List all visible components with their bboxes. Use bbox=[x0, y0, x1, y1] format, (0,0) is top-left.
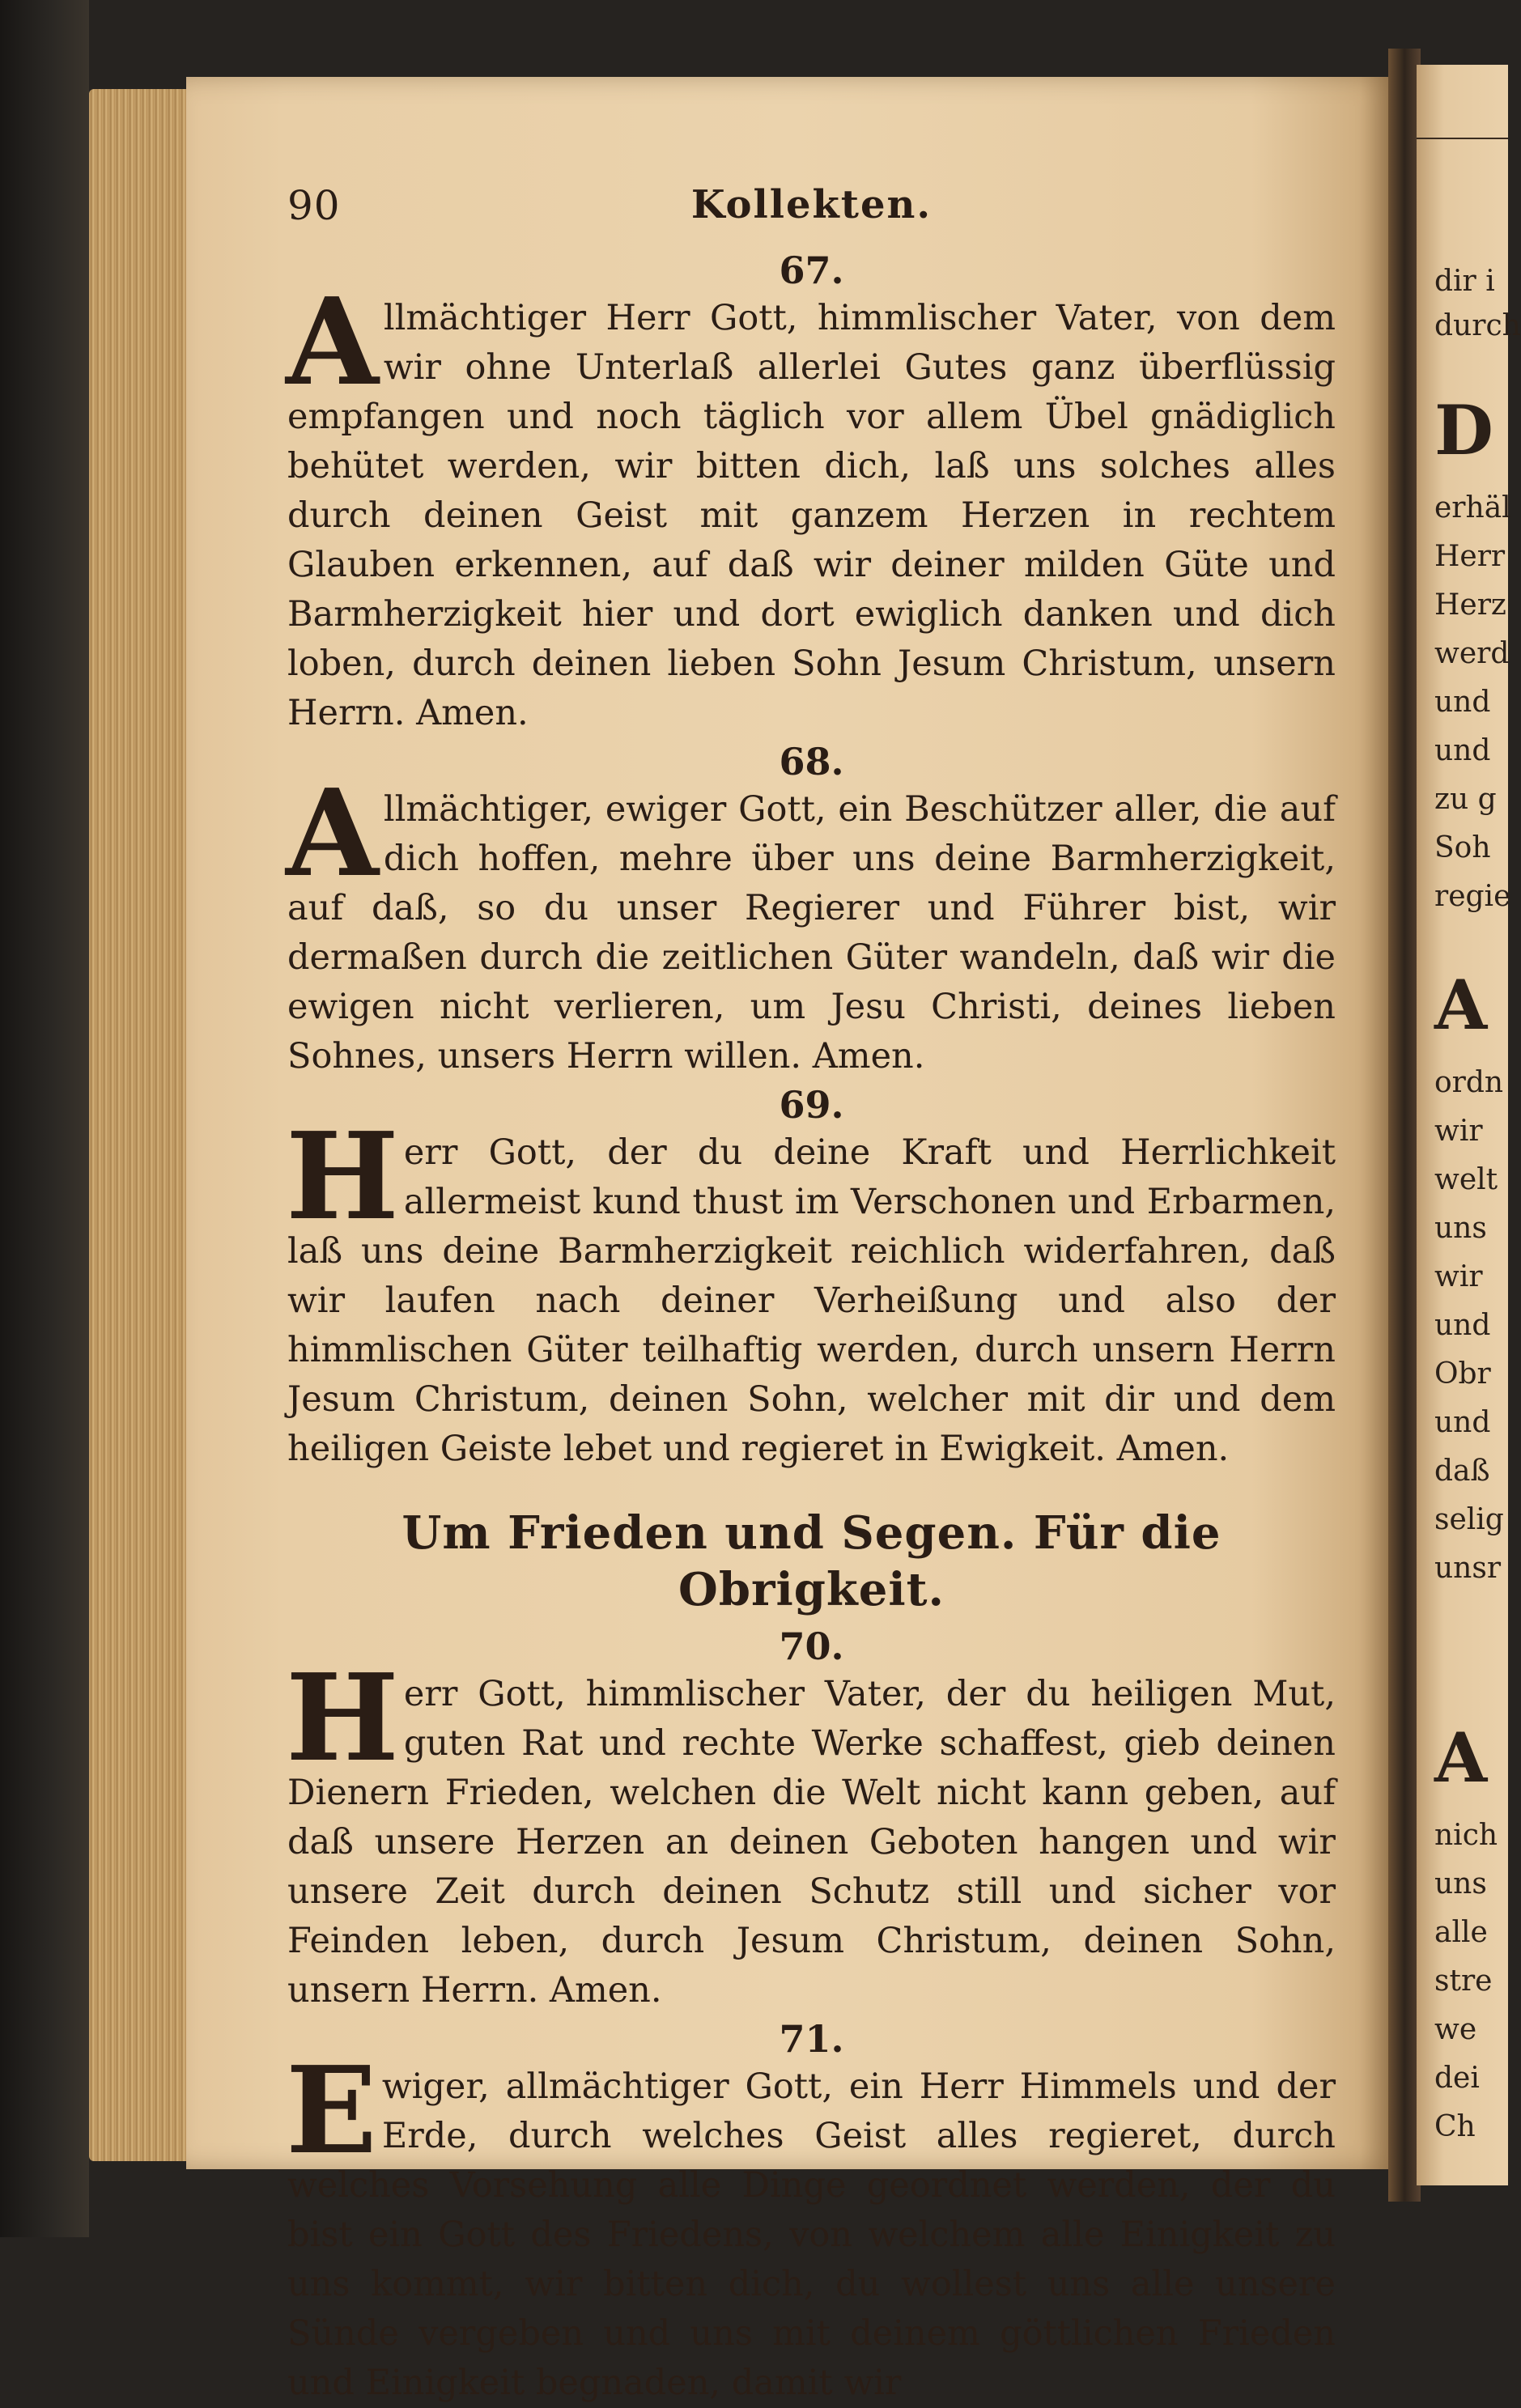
running-title: Kollekten. bbox=[690, 182, 933, 227]
fragment-line: we bbox=[1434, 2013, 1477, 2046]
drop-cap-initial: A bbox=[286, 271, 379, 412]
prayer-number: 71. bbox=[779, 2017, 844, 2061]
prayer-number: 69. bbox=[779, 1083, 844, 1127]
prayer-71 bbox=[287, 2015, 1336, 2408]
prayer-number: 68. bbox=[779, 740, 844, 784]
page-content bbox=[287, 182, 1336, 2408]
prayer-70 bbox=[287, 1623, 1336, 2015]
prayer-text bbox=[286, 1106, 1336, 1474]
prayer-text bbox=[286, 271, 1336, 738]
fragment-line: zu g bbox=[1434, 783, 1497, 816]
page-number: 90 bbox=[287, 182, 341, 229]
fragment-line: ordn bbox=[1434, 1066, 1504, 1099]
section-heading: Um Frieden und Segen. Für die Obrigkeit. bbox=[401, 1506, 1221, 1616]
fragment-line: und bbox=[1434, 1406, 1491, 1439]
fragment-line: Ch bbox=[1434, 2110, 1476, 2143]
fragment-initial: A bbox=[1434, 1718, 1488, 1798]
drop-cap-initial: A bbox=[286, 762, 379, 903]
right-page-fragment bbox=[1417, 65, 1521, 2185]
fragment-line: alle bbox=[1434, 1916, 1488, 1949]
drop-cap-initial: H bbox=[286, 1647, 399, 1788]
fragment-initial: D bbox=[1434, 390, 1493, 470]
prayer-body: llmächtiger, ewiger Gott, ein Beschützer aller, die auf dich hoffen, mehre über uns deine Barmherzigkeit, auf daß, so du unser Regierer und Führer bist, wir dermaßen durch die zeitlichen Güter wandeln, daß wir die ewigen nicht verlieren, um Jesu Christi, deines lieben Sohnes, unsers Herrn willen. Amen. bbox=[287, 789, 1336, 1077]
book-gutter bbox=[1388, 49, 1421, 2202]
fragment-line: nich bbox=[1434, 1819, 1498, 1852]
page-edges bbox=[89, 89, 186, 2161]
prayer-text bbox=[286, 1647, 1336, 2015]
fragment-line: uns bbox=[1434, 1212, 1487, 1245]
right-page-rule bbox=[1417, 138, 1508, 139]
fragment-line: stre bbox=[1434, 1964, 1493, 1998]
fragment-line: Herz bbox=[1434, 588, 1506, 622]
fragment-line: regie bbox=[1434, 880, 1511, 913]
fragment-line: wir bbox=[1434, 1260, 1483, 1293]
fragment-line: uns bbox=[1434, 1867, 1487, 1900]
fragment-line: und bbox=[1434, 1309, 1491, 1342]
prayer-body: err Gott, himmlischer Vater, der du heiligen Mut, guten Rat und rechte Werke schaffest, gieb deinen Dienern Frieden, welchen die Welt nicht kann geben, auf daß unsere Herzen an deinen Geboten hangen und wir unsere Zeit durch deinen Schutz still und sicher vor Feinden leben, durch Jesum Christum, deinen Sohn, unsern Herrn. Amen. bbox=[287, 1674, 1336, 2011]
prayer-67 bbox=[287, 247, 1336, 738]
fragment-line: und bbox=[1434, 686, 1491, 719]
prayer-body: err Gott, der du deine Kraft und Herrlichkeit allermeist kund thust im Verschonen und Erbarmen, laß uns deine Barmherzigkeit reichlich widerfahren, daß wir laufen nach deiner Verheißung und also der himmlischen Güter teilhaftig werden, durch unsern Herrn Jesum Christum, deinen Sohn, welcher mit dir und dem heiligen Geiste lebet und regieret in Ewigkeit. Amen. bbox=[287, 1132, 1336, 1469]
prayer-number: 67. bbox=[779, 248, 844, 292]
prayer-69 bbox=[287, 1081, 1336, 1474]
prayer-body: llmächtiger Herr Gott, himmlischer Vater, von dem wir ohne Unterlaß allerlei Gutes ganz überflüssig empfangen und noch täglich vor allem Übel gnädiglich behütet werden, wir bitten dich, laß uns solches alles durch deinen Geist mit ganzem Herzen in rechtem Glauben erkennen, auf daß wir deiner milden Güte und Barmherzigkeit hier und dort ewiglich danken und dich loben, durch deinen lieben Sohn Jesum Christum, unsern Herrn. Amen. bbox=[287, 298, 1336, 733]
fragment-line: Soh bbox=[1434, 831, 1491, 864]
fragment-line: erhäl bbox=[1434, 491, 1511, 524]
fragment-line: unsr bbox=[1434, 1552, 1502, 1585]
fragment-line: dei bbox=[1434, 2062, 1480, 2095]
fragment-line: daß bbox=[1434, 1455, 1490, 1488]
prayer-text bbox=[286, 2040, 1336, 2408]
fragment-line: Herr bbox=[1434, 540, 1506, 573]
fragment-line: wir bbox=[1434, 1115, 1483, 1148]
fragment-line: dir i bbox=[1434, 265, 1495, 298]
fragment-line: und bbox=[1434, 734, 1491, 767]
drop-cap-initial: H bbox=[286, 1106, 399, 1246]
fragment-line: selig bbox=[1434, 1503, 1504, 1536]
page-header bbox=[287, 182, 1336, 247]
fragment-initial: A bbox=[1434, 965, 1488, 1045]
fragment-line: welt bbox=[1434, 1163, 1498, 1196]
drop-cap-initial: E bbox=[286, 2040, 377, 2181]
fragment-line: werd bbox=[1434, 637, 1510, 670]
prayer-number: 70. bbox=[779, 1624, 844, 1668]
fragment-line: Obr bbox=[1434, 1357, 1491, 1391]
prayer-body: wiger, allmächtiger Gott, ein Herr Himmels und der Erde, durch welches Geist alles regieret, durch welches Vorsehung alle Dinge geordnet werden, der du bist ein Gott des Friedens, von welchem alle Einigkeit zu uns kommt, wir bitten dich, du wollest uns alle unsere Sünde vergeben und uns mit deinem göttlichen Frieden und Einigkeit begnaden, damit wir bbox=[287, 2066, 1336, 2403]
prayer-68 bbox=[287, 738, 1336, 1081]
book-cover-left bbox=[0, 0, 89, 2237]
fragment-line: durch bbox=[1434, 309, 1521, 342]
